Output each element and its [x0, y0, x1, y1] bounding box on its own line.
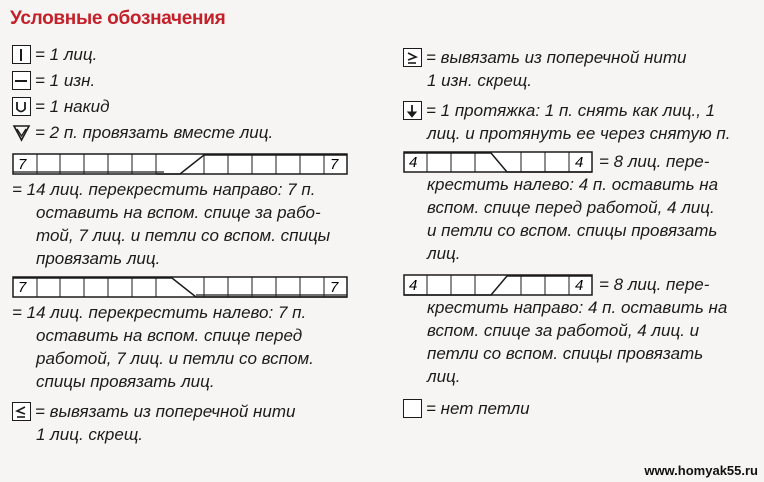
- cable-num-right: 4: [575, 276, 584, 294]
- legend-k2tog: [12, 121, 273, 144]
- cable-num-right: 7: [330, 156, 339, 173]
- legend-purl: [12, 69, 95, 92]
- make-one-knit-line-1: = вывязать из поперечной нити: [35, 402, 296, 421]
- legend-yarn-over: [12, 95, 110, 118]
- cable-right-14-line-1: = 14 лиц. перекрестить направо: 7 п.: [12, 180, 316, 199]
- cable-left-14-line-1: = 14 лиц. перекрестить налево: 7 п.: [12, 303, 307, 322]
- watermark: www.homyak55.ru: [644, 463, 758, 478]
- cable-num-left: 7: [18, 279, 27, 296]
- legend-k2tog-text: = 2 п. провязать вместе лиц.: [35, 123, 274, 142]
- slip-line-2: лиц. и протянуть ее через снятую п.: [427, 124, 731, 143]
- legend-slip: [403, 99, 730, 145]
- cable-left-14-line-2: оставить на вспом. спице перед: [36, 326, 303, 345]
- down-arrow-icon: [403, 101, 422, 120]
- cable-right-14-line-4: провязать лиц.: [36, 249, 161, 268]
- legend-cable-right-8: [403, 273, 727, 388]
- legend-yarn-over-text: = 1 накид: [35, 97, 110, 116]
- page-title: Условные обозначения: [10, 8, 226, 29]
- legend-cable-left-8: [403, 150, 718, 265]
- legend-cable-left-14: [12, 276, 348, 393]
- cable-left-8-line-3: вспом. спице перед работой, 4 лиц.: [427, 198, 715, 217]
- make-one-left-icon: [12, 402, 31, 421]
- cable-left-8-chart: [403, 151, 593, 173]
- cable-num-right: 4: [575, 153, 584, 171]
- legend-knit-text: = 1 лиц.: [35, 45, 98, 64]
- legend-knit: [12, 43, 97, 66]
- cable-right-14-line-2: оставить на вспом. спице за рабо-: [36, 203, 321, 222]
- no-stitch-text: = нет петли: [426, 399, 530, 418]
- cable-left-8-line-5: лиц.: [427, 244, 461, 263]
- cable-left-14-line-4: спицы провязать лиц.: [36, 372, 215, 391]
- k2tog-icon: [12, 123, 31, 142]
- cable-left-14-chart: [12, 276, 348, 298]
- horizontal-bar-icon: [12, 71, 31, 90]
- cable-right-8-line-5: лиц.: [427, 367, 461, 386]
- vertical-bar-icon: [12, 45, 31, 64]
- u-shape-icon: [12, 97, 31, 116]
- cable-num-left: 4: [409, 276, 418, 294]
- cable-right-8-line-1: = 8 лиц. пере-: [599, 275, 710, 294]
- cable-num-left: 7: [18, 156, 27, 173]
- legend-make-one-knit: [12, 400, 295, 446]
- cable-right-14-chart: [12, 153, 348, 175]
- cable-right-8-line-4: петли со вспом. спицы провязать: [427, 344, 704, 363]
- cable-right-14-line-3: той, 7 лиц. и петли со вспом. спицы: [36, 226, 331, 245]
- legend-make-one-purl: [403, 46, 686, 92]
- cable-right-8-chart: [403, 274, 593, 296]
- make-one-knit-line-2: 1 лиц. скрещ.: [36, 425, 144, 444]
- make-one-purl-line-1: = вывязать из поперечной нити: [426, 48, 687, 67]
- cable-left-8-line-2: крестить налево: 4 п. оставить на: [427, 175, 719, 194]
- make-one-right-icon: [403, 48, 422, 67]
- legend-cable-right-14: [12, 153, 348, 270]
- slip-line-1: = 1 протяжка: 1 п. снять как лиц., 1: [426, 101, 716, 120]
- legend-purl-text: = 1 изн.: [35, 71, 96, 90]
- cable-right-8-line-3: вспом. спице за работой, 4 лиц. и: [427, 321, 700, 340]
- cable-num-right: 7: [330, 279, 339, 296]
- make-one-purl-line-2: 1 изн. скрещ.: [427, 71, 532, 90]
- cable-left-8-line-1: = 8 лиц. пере-: [599, 152, 710, 171]
- cable-left-8-line-4: и петли со вспом. спицы провязать: [427, 221, 718, 240]
- cable-num-left: 4: [409, 153, 418, 171]
- cable-left-14-line-3: работой, 7 лиц. и петли со вспом.: [36, 349, 314, 368]
- legend-no-stitch: [403, 397, 530, 420]
- cable-right-8-line-2: крестить направо: 4 п. оставить на: [427, 298, 728, 317]
- empty-box-icon: [403, 399, 422, 418]
